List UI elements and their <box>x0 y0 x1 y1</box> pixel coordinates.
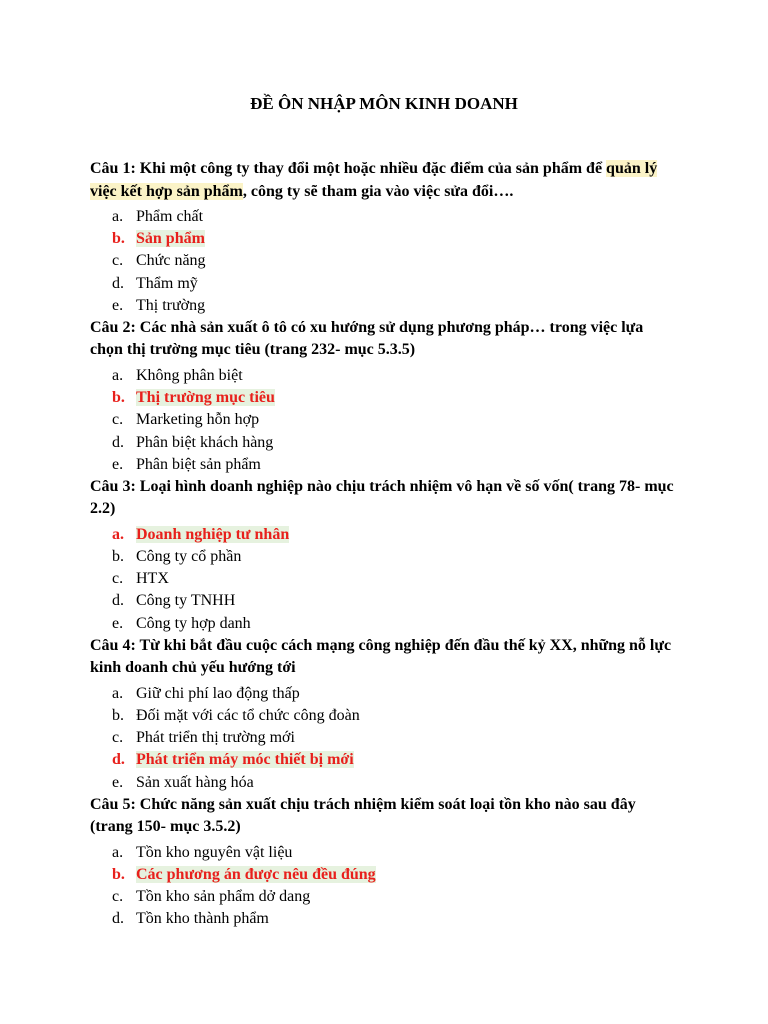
correct-option <box>90 228 680 250</box>
option-letter: e. <box>112 455 124 473</box>
option-text: Phát triển máy móc thiết bị mới <box>136 751 354 769</box>
option-item <box>90 772 680 794</box>
option-text: HTX <box>136 570 169 588</box>
question-text <box>90 317 680 362</box>
question-text-main: Câu 1: Khi một công ty thay đổi một hoặc nhiều đặc điểm của sản phẩm để <box>90 160 607 177</box>
option-item <box>90 454 680 476</box>
option-letter: d. <box>112 433 124 451</box>
option-text: Phẩm chất <box>136 208 204 225</box>
option-text: Đối mặt với các tổ chức công đoàn <box>136 707 360 724</box>
option-item <box>90 250 680 272</box>
option-letter: b. <box>112 548 124 566</box>
option-list <box>90 842 680 931</box>
option-letter: b. <box>112 230 125 248</box>
question-text-tail: , công ty sẽ tham gia vào việc sửa đổi…. <box>242 182 514 200</box>
option-letter: d. <box>112 751 125 769</box>
option-text: Doanh nghiệp tư nhân <box>136 525 290 543</box>
question-text-main: Câu 4: Từ khi bắt đầu cuộc cách mạng công nghiệp đến đầu thế kỷ XX, những nỗ lực kinh doanh chủ yếu hướng tới <box>90 636 672 677</box>
option-letter: c. <box>112 888 124 906</box>
option-item <box>90 683 680 705</box>
correct-option <box>90 864 680 886</box>
option-text: Phân biệt sản phẩm <box>136 455 261 473</box>
question-text <box>90 794 680 839</box>
option-text: Sản xuất hàng hóa <box>136 773 254 791</box>
option-item <box>90 613 680 635</box>
option-letter: b. <box>112 707 124 724</box>
option-text: Các phương án được nêu đều đúng <box>136 865 376 883</box>
option-letter: a. <box>112 843 124 861</box>
option-text: Không phân biệt <box>136 366 243 384</box>
option-item <box>90 432 680 454</box>
question-text <box>90 476 680 521</box>
option-text: Phát triển thị trường mới <box>136 729 295 747</box>
option-letter: a. <box>112 684 124 702</box>
question-list <box>90 158 680 931</box>
option-letter: b. <box>112 389 125 407</box>
option-list <box>90 683 680 794</box>
option-text: Tồn kho thành phẩm <box>136 910 269 928</box>
option-letter: d. <box>112 274 124 292</box>
question-text-main: Câu 3: Loại hình doanh nghiệp nào chịu trách nhiệm vô hạn về số vốn( trang 78- mục 2.2) <box>90 477 674 518</box>
question-text <box>90 158 680 203</box>
option-text: Thị trường mục tiêu <box>136 389 275 407</box>
option-text: Phân biệt khách hàng <box>136 433 274 451</box>
correct-option <box>90 749 680 771</box>
option-list <box>90 524 680 635</box>
question-text <box>90 635 680 680</box>
option-text: Công ty TNHH <box>136 592 236 610</box>
option-item <box>90 365 680 387</box>
question-text-main: Câu 5: Chức năng sản xuất chịu trách nhiệm kiểm soát loại tồn kho nào sau đây (trang 150- mục 3.5.2) <box>90 795 636 836</box>
option-text: Giữ chi phí lao động thấp <box>136 684 300 702</box>
highlighted-phrase: quản lý việc kết hợp sản phẩm <box>90 160 658 200</box>
option-text: Thị trường <box>136 296 206 314</box>
question-3 <box>90 476 680 635</box>
option-letter: e. <box>112 296 124 314</box>
option-text: Công ty hợp danh <box>136 614 251 632</box>
question-4 <box>90 635 680 794</box>
option-text: Marketing hỗn hợp <box>136 411 260 429</box>
option-letter: e. <box>112 614 124 632</box>
option-letter: c. <box>112 252 124 270</box>
correct-option <box>90 524 680 546</box>
option-letter: d. <box>112 592 124 610</box>
option-letter: c. <box>112 411 124 429</box>
option-item <box>90 409 680 431</box>
option-item <box>90 295 680 317</box>
question-2 <box>90 317 680 476</box>
option-text: Thẩm mỹ <box>136 274 198 292</box>
option-item <box>90 908 680 930</box>
option-item <box>90 206 680 228</box>
option-text: Công ty cổ phần <box>136 548 242 566</box>
option-list <box>90 365 680 476</box>
question-text-main: Câu 2: Các nhà sản xuất ô tô có xu hướng sử dụng phương pháp… trong việc lựa chọn thị trường mục tiêu (trang 232- mục 5.3.5) <box>90 318 644 359</box>
option-text: Tồn kho sản phẩm dở dang <box>136 888 311 906</box>
option-letter: a. <box>112 208 124 225</box>
option-item <box>90 590 680 612</box>
option-text: Sản phẩm <box>136 230 205 248</box>
option-letter: c. <box>112 729 124 747</box>
option-letter: c. <box>112 570 124 588</box>
option-list <box>90 206 680 317</box>
option-item <box>90 727 680 749</box>
option-text: Tồn kho nguyên vật liệu <box>136 843 293 861</box>
option-letter: a. <box>112 366 124 384</box>
option-item <box>90 568 680 590</box>
option-item <box>90 705 680 727</box>
option-item <box>90 273 680 295</box>
option-item <box>90 842 680 864</box>
option-letter: a. <box>112 525 124 543</box>
question-1 <box>90 158 680 317</box>
option-letter: e. <box>112 773 124 791</box>
option-item <box>90 886 680 908</box>
option-letter: d. <box>112 910 124 928</box>
option-text: Chức năng <box>136 252 206 270</box>
correct-option <box>90 387 680 409</box>
question-5 <box>90 794 680 931</box>
option-item <box>90 546 680 568</box>
document-title: ĐỀ ÔN NHẬP MÔN KINH DOANH <box>250 94 518 113</box>
option-letter: b. <box>112 865 125 883</box>
